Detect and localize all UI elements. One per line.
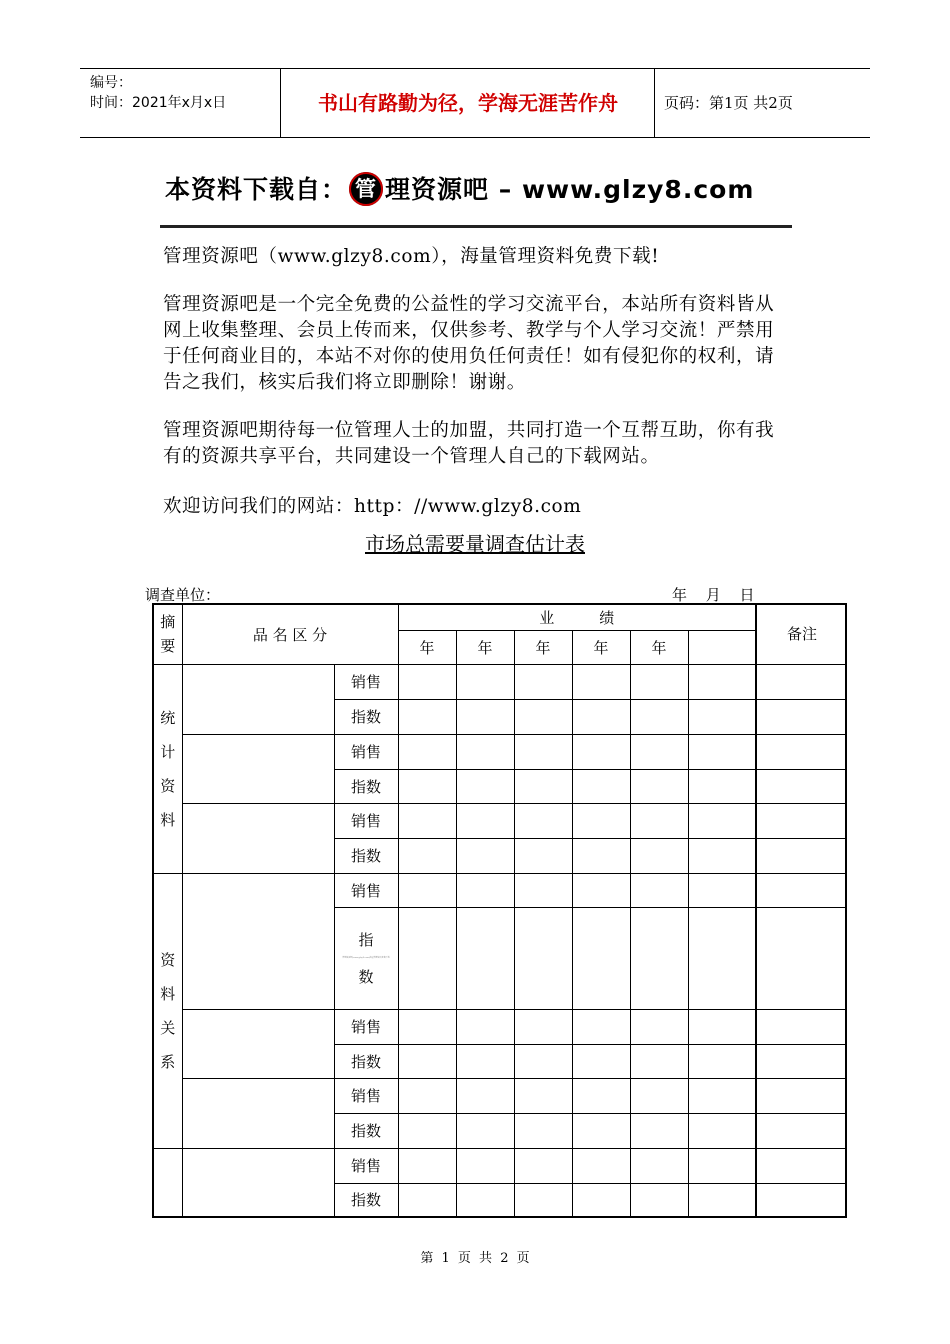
sales-label: 销售 xyxy=(334,1148,398,1183)
number-label: 编号： xyxy=(90,75,132,91)
sales-label: 销售 xyxy=(334,803,398,838)
index-bottom: 数 xyxy=(358,968,374,986)
site-logo-icon: 管 xyxy=(349,172,383,206)
year-cell: 年 xyxy=(572,630,630,664)
banner-prefix: 本资料下载自： xyxy=(165,175,348,204)
group-statistics-label: 统 计 资 料 xyxy=(153,664,182,873)
sales-label: 销售 xyxy=(334,734,398,769)
intro-paragraph-1: 管理资源吧（www.glzy8.com），海量管理资料免费下载! xyxy=(163,246,660,267)
tiny-watermark-note: 管理资源吧(www.glzy8.com)海量管理资料免费下载 xyxy=(342,957,390,959)
index-label-tall xyxy=(334,907,398,1009)
product-cell xyxy=(182,664,334,734)
group-relation-label: 资 料 关 系 xyxy=(153,873,182,1148)
intro-paragraph-3: 管理资源吧期待每一位管理人士的加盟，共同打造一个互帮互助，你有我有的资源共享平台，共同建设一个管理人自己的下载网站。 xyxy=(163,420,775,467)
time-label: 时间：2021年x月x日 xyxy=(90,95,227,111)
banner-site-name: 理资源吧 xyxy=(385,175,490,204)
sales-label: 销售 xyxy=(334,1009,398,1044)
survey-table xyxy=(152,603,847,1218)
header-motto: 书山有路勤为径，学海无涯苦作舟 xyxy=(318,91,618,115)
download-banner xyxy=(165,170,754,210)
product-cell xyxy=(182,1148,334,1217)
year-cell: 年 xyxy=(630,630,688,664)
year-cell: 年 xyxy=(456,630,514,664)
index-label: 指数 xyxy=(334,699,398,734)
form-title: 市场总需要量调查估计表 xyxy=(365,532,585,556)
header-divider xyxy=(654,69,655,137)
survey-unit-label: 调查单位： xyxy=(145,586,221,604)
group-empty-label xyxy=(153,1148,182,1217)
product-cell xyxy=(182,1009,334,1078)
index-label: 指数 xyxy=(334,1044,398,1078)
year-cell: 年 xyxy=(398,630,456,664)
col-summary-header: 摘 要 xyxy=(153,604,182,664)
product-cell xyxy=(182,734,334,803)
index-label: 指数 xyxy=(334,1183,398,1217)
sales-label: 销售 xyxy=(334,873,398,907)
banner-url: – www.glzy8.com xyxy=(489,175,755,204)
col-performance-header: 业 绩 xyxy=(398,604,756,630)
index-label: 指数 xyxy=(334,1113,398,1148)
sales-label: 销售 xyxy=(334,664,398,699)
header-divider xyxy=(280,69,281,137)
year-cell xyxy=(688,630,756,664)
header-meta xyxy=(90,73,226,113)
product-cell xyxy=(182,873,334,1009)
index-label: 指数 xyxy=(334,769,398,803)
survey-date-label: 年 月 日 xyxy=(672,586,755,604)
index-label: 指数 xyxy=(334,838,398,873)
banner-rule xyxy=(160,225,792,228)
col-product-header: 品 名 区 分 xyxy=(182,604,398,664)
header-page-info: 页码：第1页 共2页 xyxy=(664,94,793,112)
intro-paragraph-4: 欢迎访问我们的网站：http：//www.glzy8.com xyxy=(163,496,582,517)
intro-paragraph-2: 管理资源吧是一个完全免费的公益性的学习交流平台，本站所有资料皆从网上收集整理、会员上传而来，仅供参考、教学与个人学习交流！严禁用于任何商业目的，本站不对你的使用负任何责任！如有侵犯你的权利，请告之我们，核实后我们将立即删除！谢谢。 xyxy=(163,294,775,393)
page-header xyxy=(80,68,870,138)
sales-label: 销售 xyxy=(334,1078,398,1113)
product-cell xyxy=(182,803,334,873)
page-footer: 第 1 页 共 2 页 xyxy=(420,1251,530,1266)
year-cell: 年 xyxy=(514,630,572,664)
col-remark-header: 备注 xyxy=(759,604,846,664)
product-cell xyxy=(182,1078,334,1148)
index-top: 指 xyxy=(358,931,374,949)
